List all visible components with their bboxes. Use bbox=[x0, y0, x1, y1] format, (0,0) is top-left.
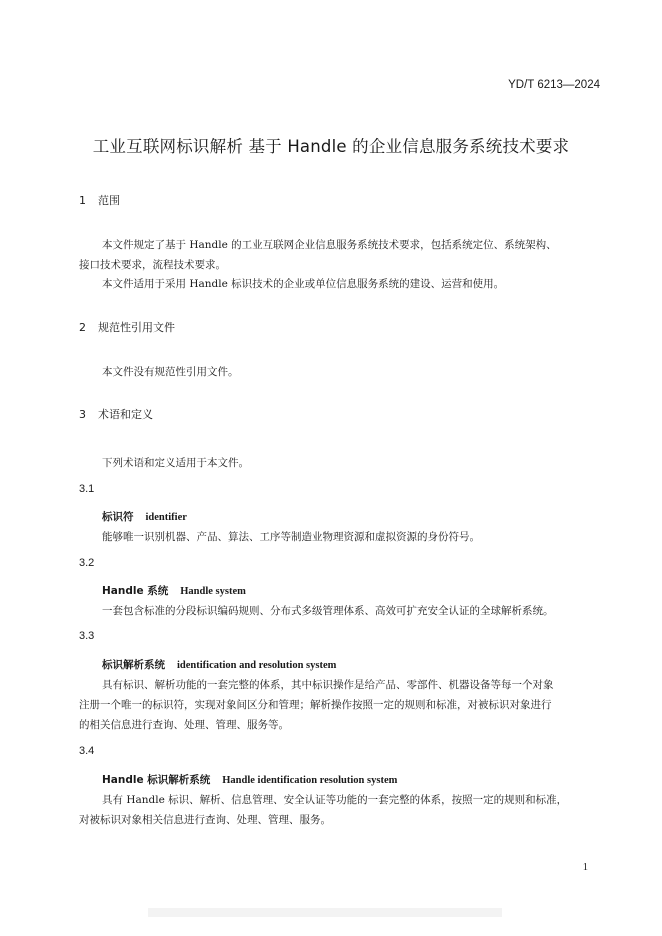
clause-number: 3.2 bbox=[79, 557, 95, 569]
section-number: 2 bbox=[79, 321, 86, 334]
term-zh: Handle 系统 bbox=[102, 585, 169, 597]
page-number: 1 bbox=[582, 862, 588, 873]
section-heading-terms bbox=[79, 406, 153, 422]
paragraph: 本文件没有规范性引用文件。 bbox=[102, 366, 239, 378]
term-definition: 一套包含标准的分段标识编码规则、分布式多级管理体系、高效可扩充安全认证的全球解析系统。 bbox=[102, 605, 554, 617]
term-heading bbox=[102, 583, 246, 598]
paragraph-continuation: 接口技术要求，流程技术要求。 bbox=[79, 259, 226, 271]
section-number: 1 bbox=[79, 194, 86, 207]
section-title: 术语和定义 bbox=[98, 408, 153, 421]
section-title: 规范性引用文件 bbox=[98, 321, 175, 334]
section-heading-normative-references bbox=[79, 319, 175, 335]
term-definition: 能够唯一识别机器、产品、算法、工序等制造业物理资源和虚拟资源的身份符号。 bbox=[102, 531, 480, 543]
clause-number: 3.3 bbox=[79, 630, 95, 642]
term-en: identifier bbox=[145, 512, 187, 523]
term-en: Handle identification resolution system bbox=[222, 775, 398, 786]
paragraph: 下列术语和定义适用于本文件。 bbox=[102, 457, 249, 469]
term-zh: 标识解析系统 bbox=[102, 659, 165, 671]
section-heading-scope bbox=[79, 192, 120, 208]
standard-code: YD/T 6213—2024 bbox=[508, 79, 600, 91]
term-definition-continuation: 对被标识对象相关信息进行查询、处理、管理、服务。 bbox=[79, 814, 331, 826]
paragraph: 本文件适用于采用 Handle 标识技术的企业或单位信息服务系统的建设、运营和使用。 bbox=[102, 278, 505, 290]
term-heading bbox=[102, 509, 187, 524]
section-title: 范围 bbox=[98, 194, 120, 207]
clause-number: 3.1 bbox=[79, 483, 95, 495]
term-definition-continuation: 的相关信息进行查询、处理、管理、服务等。 bbox=[79, 719, 289, 731]
term-definition: 具有标识、解析功能的一套完整的体系，其中标识操作是给产品、零部件、机器设备等每一个对象 bbox=[102, 679, 554, 691]
term-zh: 标识符 bbox=[102, 511, 134, 523]
term-en: identification and resolution system bbox=[177, 660, 337, 671]
term-heading bbox=[102, 657, 336, 672]
section-number: 3 bbox=[79, 408, 86, 421]
term-definition-continuation: 注册一个唯一的标识符，实现对象间区分和管理；解析操作按照一定的规则和标准，对被标识对象进行 bbox=[79, 699, 552, 711]
term-definition: 具有 Handle 标识、解析、信息管理、安全认证等功能的一套完整的体系，按照一定的规则和标准， bbox=[102, 794, 568, 806]
document-title: 工业互联网标识解析 基于 Handle 的企业信息服务系统技术要求 bbox=[92, 137, 570, 156]
term-heading bbox=[102, 772, 397, 787]
term-en: Handle system bbox=[180, 586, 246, 597]
term-zh: Handle 标识解析系统 bbox=[102, 774, 211, 786]
clause-number: 3.4 bbox=[79, 745, 95, 757]
faint-footer-watermark bbox=[148, 908, 502, 917]
paragraph: 本文件规定了基于 Handle 的工业互联网企业信息服务系统技术要求，包括系统定位、系统架构、 bbox=[102, 239, 557, 251]
